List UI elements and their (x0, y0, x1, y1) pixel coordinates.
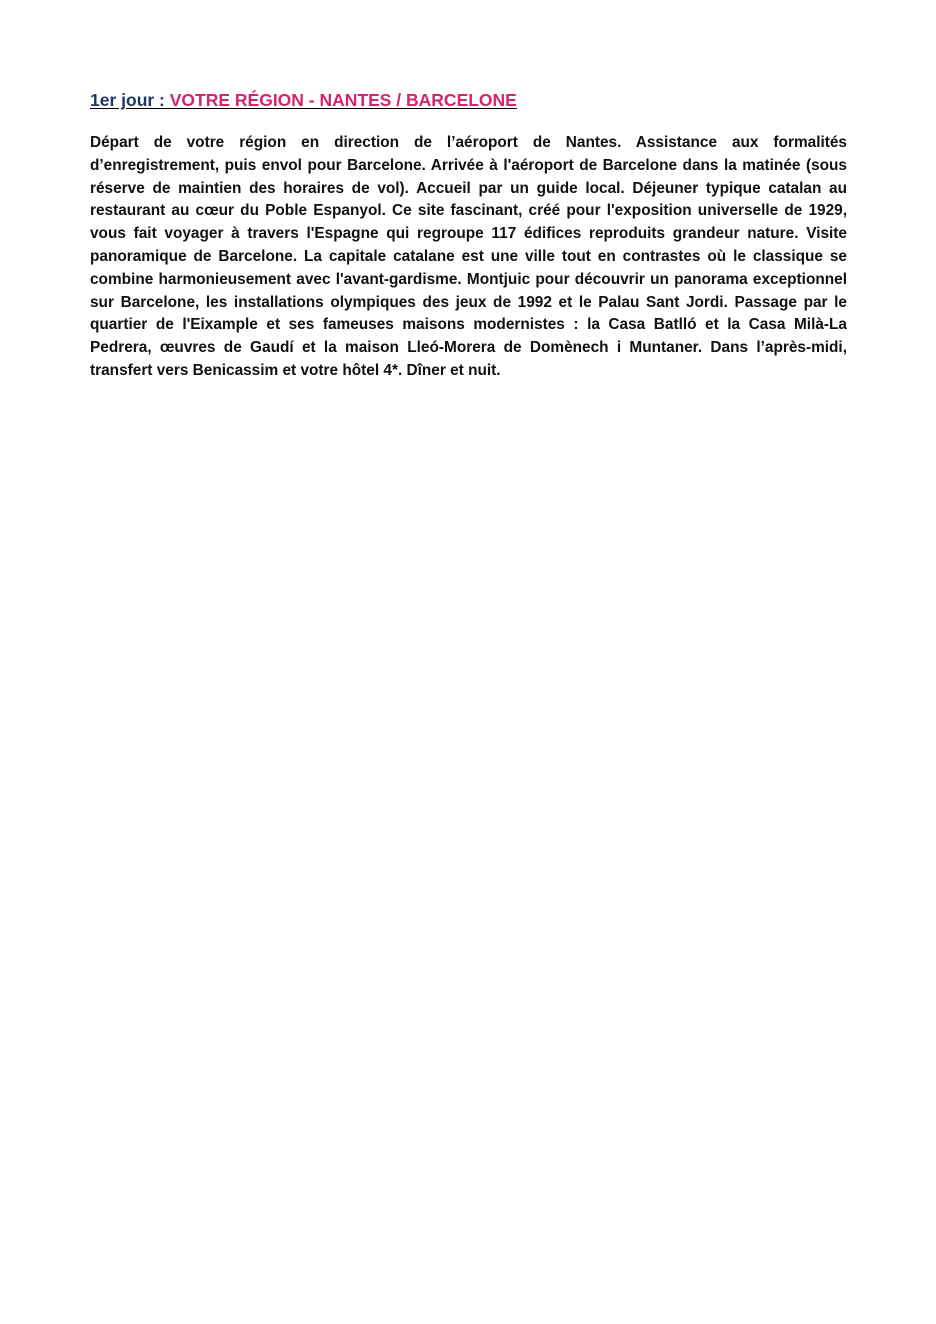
day-label: 1er jour : (90, 90, 170, 110)
day-description: Départ de votre région en direction de l’aéroport de Nantes. Assistance aux formalités d’enregistrement, puis envol pour Barcelone. Arrivée à l'aéroport de Barcelone dans la matinée (sous réserve de maintien des horaires de vol). Accueil par un guide local. Déjeuner typique catalan au restaurant au cœur du Poble Espanyol. Ce site fascinant, créé pour l'exposition universelle de 1929, vous fait voyager à travers l'Espagne qui regroupe 117 édifices reproduits grandeur nature. Visite panoramique de Barcelone. La capitale catalane est une ville tout en contrastes où le classique se combine harmonieusement avec l'avant-gardisme. Montjuic pour découvrir un panorama exceptionnel sur Barcelone, les installations olympiques des jeux de 1992 et le Palau Sant Jordi. Passage par le quartier de l'Eixample et ses fameuses maisons modernistes : la Casa Batlló et la Casa Milà-La Pedrera, œuvres de Gaudí et la maison Lleó-Morera de Domènech i Muntaner. Dans l’après-midi, transfert vers Benicassim et votre hôtel 4*. Dîner et nuit. (90, 134, 847, 379)
day-title: VOTRE RÉGION - NANTES / BARCELONE (169, 90, 517, 110)
day-heading (90, 88, 850, 112)
